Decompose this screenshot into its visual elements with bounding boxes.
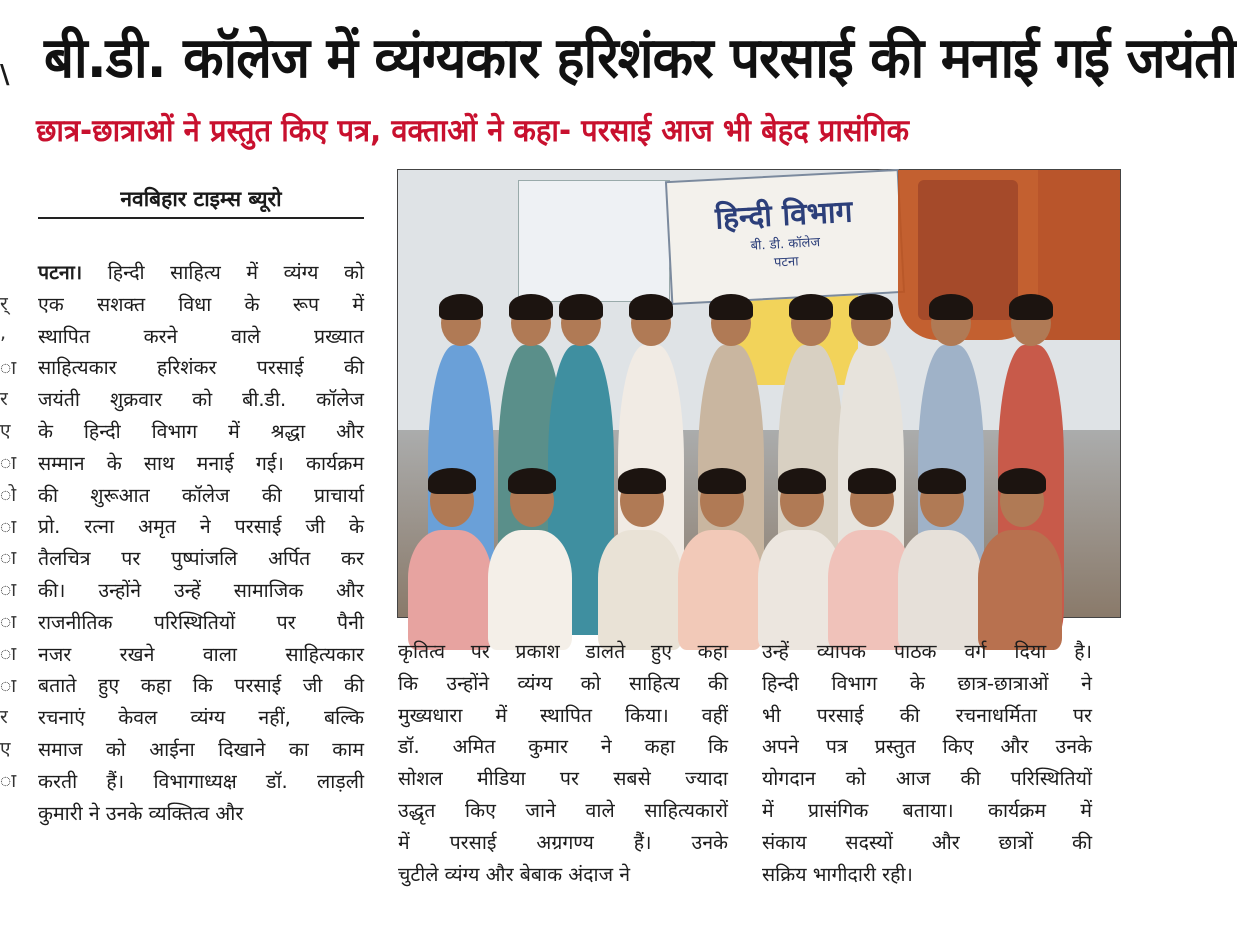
photo-person (408, 530, 492, 650)
photo-person-hair (848, 468, 896, 494)
column-line: सक्रिय भागीदारी रही। (762, 862, 913, 886)
column-line: साहित्यकार हरिशंकर परसाई की (38, 356, 364, 380)
photo-person (488, 530, 572, 650)
column-line: में प्रासंगिक बताया। कार्यक्रम में (762, 798, 1092, 822)
column-line: संकाय सदस्यों और छात्रों की (762, 830, 1092, 854)
edge-fragment: ा (0, 579, 17, 602)
edge-fragment: र (0, 706, 8, 729)
column-line: की। उन्होंने उन्हें सामाजिक और (38, 578, 364, 602)
article-column-3 (762, 636, 1092, 890)
photo-person-hair (929, 294, 973, 320)
photo-person-hair (439, 294, 483, 320)
edge-fragment: ा (0, 610, 17, 633)
photo-person-hair (698, 468, 746, 494)
edge-fragment: ा (0, 515, 17, 538)
column-line: योगदान को आज की परिस्थितियों (762, 767, 1092, 791)
column-line: समाज को आईना दिखाने का काम (38, 737, 364, 761)
photo-banner-line1: बी. डी. कॉलेज (750, 235, 821, 254)
dateline: पटना। (38, 261, 83, 284)
event-photo (397, 169, 1121, 618)
column-line (38, 257, 364, 289)
adjacent-column-fragments (0, 290, 17, 799)
column-line: राजनीतिक परिस्थितियों पर पैनी (38, 610, 364, 634)
photo-person-hair (789, 294, 833, 320)
photo-person (598, 530, 682, 650)
column-line: बताते हुए कहा कि परसाई जी की (38, 674, 364, 698)
photo-poster (518, 180, 670, 302)
column-line: के हिन्दी विभाग में श्रद्धा और (38, 419, 364, 443)
column-line: करती हैं। विभागाध्यक्ष डॉ. लाड़ली (38, 769, 364, 793)
column-line: हिन्दी विभाग के छात्र-छात्राओं ने (762, 671, 1092, 695)
edge-fragment: ा (0, 769, 17, 792)
article-column-1 (38, 257, 364, 829)
column-1-first-line: हिन्दी साहित्य में व्यंग्य को (82, 261, 364, 284)
edge-fragment: र (0, 388, 8, 411)
photo-person-hair (918, 468, 966, 494)
column-line: एक सशक्त विधा के रूप में (38, 292, 364, 316)
column-line: उन्हें व्यापक पाठक वर्ग दिया है। (762, 640, 1092, 663)
edge-fragment: , (0, 321, 7, 344)
column-line: जयंती शुक्रवार को बी.डी. कॉलेज (38, 388, 364, 412)
photo-person (678, 530, 762, 650)
article-column-2 (398, 636, 728, 890)
photo-person-hair (559, 294, 603, 320)
photo-person-hair (998, 468, 1046, 494)
photo-person-hair (509, 294, 553, 320)
edge-fragment: ए (0, 738, 11, 761)
subheadline: छात्र-छात्राओं ने प्रस्तुत किए पत्र, वक्ताओं ने कहा- परसाई आज भी बेहद प्रासंगिक (36, 113, 909, 149)
column-line: रचनाएं केवल व्यंग्य नहीं, बल्कि (38, 706, 364, 730)
byline: नवबिहार टाइम्स ब्यूरो (38, 183, 364, 219)
edge-fragment: ा (0, 547, 17, 570)
photo-person-hair (618, 468, 666, 494)
column-line: कुमारी ने उनके व्यक्तित्व और (38, 801, 244, 825)
photo-banner-title: हिन्दी विभाग (714, 194, 854, 237)
photo-person (978, 530, 1062, 650)
cropped-left-mark: \ (0, 60, 10, 90)
column-line: मुख्यधारा में स्थापित किया। वहीं (398, 703, 728, 727)
column-line: अपने पत्र प्रस्तुत किए और उनके (762, 735, 1092, 759)
column-line: स्थापित करने वाले प्रख्यात (38, 324, 364, 348)
photo-person-hair (508, 468, 556, 494)
edge-fragment: ा (0, 356, 17, 379)
photo-person-hair (849, 294, 893, 320)
column-line: तैलचित्र पर पुष्पांजलि अर्पित कर (38, 547, 364, 571)
column-line: उद्धृत किए जाने वाले साहित्यकारों (398, 798, 728, 822)
photo-person-hair (1009, 294, 1053, 320)
column-line: नजर रखने वाला साहित्यकार (38, 642, 364, 666)
column-line: भी परसाई की रचनाधर्मिता पर (762, 703, 1092, 727)
column-line: में परसाई अग्रगण्य हैं। उनके (398, 830, 728, 854)
column-line: सोशल मीडिया पर सबसे ज्यादा (398, 767, 728, 791)
edge-fragment: ा (0, 642, 17, 665)
edge-fragment: र् (0, 293, 8, 315)
photo-person-hair (709, 294, 753, 320)
headline: बी.डी. कॉलेज में व्यंग्यकार हरिशंकर परसाई की मनाई गई जयंती (44, 26, 1237, 91)
column-line: कि उन्होंने व्यंग्य को साहित्य की (398, 671, 728, 695)
column-line: कृतित्व पर प्रकाश डालते हुए कहा (398, 640, 728, 663)
photo-person-hair (428, 468, 476, 494)
edge-fragment: ए (0, 420, 11, 443)
column-line: की शुरूआत कॉलेज की प्राचार्या (38, 483, 364, 507)
photo-person-hair (778, 468, 826, 494)
edge-fragment: ा (0, 674, 17, 697)
photo-banner (665, 169, 905, 305)
column-line: डॉ. अमित कुमार ने कहा कि (398, 735, 728, 759)
edge-fragment: ो (0, 483, 17, 506)
photo-banner-line2: पटना (773, 254, 799, 271)
photo-person (898, 530, 982, 650)
edge-fragment: ा (0, 451, 17, 474)
column-line: प्रो. रत्ना अमृत ने परसाई जी के (38, 515, 364, 539)
photo-person-hair (629, 294, 673, 320)
column-line: सम्मान के साथ मनाई गई। कार्यक्रम (38, 451, 364, 475)
column-line: चुटीले व्यंग्य और बेबाक अंदाज ने (398, 862, 631, 886)
